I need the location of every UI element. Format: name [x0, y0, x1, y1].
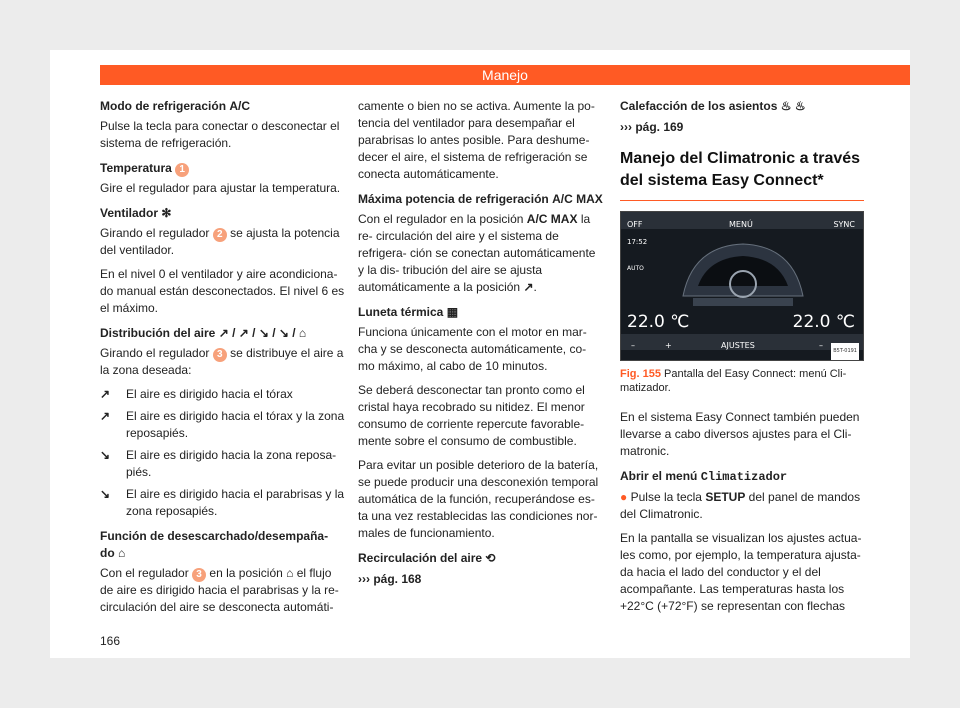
heading-cooling-mode: Modo de refrigeración A/C	[100, 99, 251, 113]
ac-max-icon: A/C MAX	[552, 192, 603, 206]
bullet-item: ● Pulse la tecla SETUP del panel de mandos del Climatronic.	[620, 490, 861, 521]
auto-label: AUTO	[627, 265, 644, 272]
rear-window-heating-icon: ▦	[446, 305, 459, 319]
heading-air-distribution: Distribución del aire ↗ / ↗ / ↘ / ↘ / ⌂	[100, 326, 307, 340]
paragraph: Con el regulador 3 en la posición ⌂ el flujo de aire es dirigido hacia el parabrisas y la re- circulación del aire se desconecta automáti-	[100, 566, 339, 614]
paragraph: Girando el regulador 3 se distribuye el aire a la zona deseada:	[100, 346, 344, 377]
heading-seat-heating: Calefacción de los asientos ♨ ♨	[620, 99, 806, 113]
figure-code: B5T-0191	[831, 343, 859, 360]
ac-max-icon: A/C MAX	[526, 212, 578, 226]
setup-key: SETUP	[705, 490, 746, 504]
paragraph: Gire el regulador para ajustar la temperatura.	[100, 181, 341, 195]
paragraph: En el nivel 0 el ventilador y aire acondiciona- do manual están desconectados. El nivel 6 es el máximo.	[100, 267, 345, 315]
clock: 17:52	[627, 238, 648, 246]
paragraph: Se deberá desconectar tan pronto como el cristal haya recobrado su nitidez. El menor consumo de corriente repercute favorable- mente sobre el consumo de combustible.	[358, 383, 585, 448]
page-number: 166	[100, 634, 121, 648]
air-distribution-icons: ↗ / ↗ / ↘ / ↘ / ⌂	[218, 326, 307, 340]
air-windshield-feet-icon: ↘	[100, 487, 111, 501]
paragraph: camente o bien no se activa. Aumente la po- tencia del ventilador para desempañar el parabrisas lo antes posible. Para deshume- decer el aire, el sistema de refrigeración se conecta automáticamente.	[358, 99, 595, 181]
list-item: ↗ El aire es dirigido hacia el tórax	[100, 387, 293, 401]
heading-fan: Ventilador ✻	[100, 206, 172, 220]
easy-connect-screen	[620, 211, 864, 361]
air-chest-feet-icon: ↗	[100, 409, 111, 423]
recirculation-icon: ⟲	[485, 551, 496, 565]
menu-button[interactable]: MENÚ	[729, 220, 753, 229]
temperature-left: 22.0 ℃	[627, 312, 690, 332]
screen-bottom-bar	[621, 334, 863, 350]
seat-heating-icon: ♨ ♨	[780, 99, 806, 113]
settings-button[interactable]: AJUSTES	[721, 341, 755, 350]
callout-3: 3	[192, 568, 206, 582]
defrost-icon: ⌂	[118, 546, 126, 560]
bullet-icon: ●	[620, 490, 628, 504]
paragraph: Funciona únicamente con el motor en mar- cha y se desconecta automáticamente, co- mo máximo, al cabo de 10 minutos.	[358, 325, 587, 373]
heading-max-cooling: Máxima potencia de refrigeración A/C MAX	[358, 192, 603, 206]
figure-caption: Fig. 155 Pantalla del Easy Connect: menú Cli- matizador.	[620, 368, 847, 394]
paragraph: En la pantalla se visualizan los ajustes actua- les como, por ejemplo, la temperatura ajusta- da hacia el lado del conductor y el del acompañante. Las temperaturas hasta los +22°C (+72°F) se representan con flechas	[620, 531, 862, 613]
paragraph: Con el regulador en la posición A/C MAX la re- circulación del aire y el sistema de refrigera- ción se conectan automáticamente y la dis- tribución del aire se ajusta automáticamente a la posición ↗.	[358, 212, 596, 294]
list-item: ↗ El aire es dirigido hacia el tórax y la zona reposapiés.	[100, 409, 345, 440]
page-reference[interactable]: ››› pág. 168	[358, 572, 422, 586]
minus-right-button[interactable]: –	[819, 341, 823, 350]
ac-icon: A/C	[229, 99, 251, 113]
heading-defrost: Función de desescarchado/desempaña- do ⌂	[100, 529, 329, 560]
list-item: ↘ El aire es dirigido hacia la zona reposa- piés.	[100, 448, 337, 479]
heading-rear-window: Luneta térmica ▦	[358, 305, 459, 319]
callout-2: 2	[213, 228, 227, 242]
paragraph: Girando el regulador 2 se ajusta la potencia del ventilador.	[100, 226, 340, 257]
page	[50, 50, 910, 658]
heading-temperature: Temperatura 1	[100, 160, 345, 177]
off-button[interactable]: OFF	[627, 220, 643, 229]
page-reference[interactable]: ››› pág. 169	[620, 120, 684, 134]
page-header: Manejo	[100, 65, 910, 85]
defrost-icon: ⌂	[286, 566, 294, 580]
distribution-list	[100, 386, 345, 520]
fan-icon: ✻	[161, 206, 172, 220]
minus-left-button[interactable]: –	[631, 341, 635, 350]
list-item: ↘ El aire es dirigido hacia el parabrisas y la zona reposapiés.	[100, 487, 345, 518]
column-middle	[358, 98, 603, 588]
callout-3: 3	[213, 348, 227, 362]
air-chest-icon: ↗	[100, 387, 111, 401]
air-feet-icon: ↘	[100, 448, 111, 462]
plus-left-button[interactable]: +	[665, 341, 672, 350]
section-title: Manejo del Climatronic a través del sistema Easy Connect*	[620, 148, 864, 201]
air-chest-icon: ↗	[523, 280, 534, 294]
screen-top-bar	[621, 212, 863, 229]
sync-button[interactable]: SYNC	[833, 220, 855, 229]
heading-recirculation: Recirculación del aire ⟲	[358, 551, 496, 565]
callout-1: 1	[175, 163, 189, 177]
paragraph: Para evitar un posible deterioro de la batería, se puede producir una desconexión temporal automática de la función, recuperándose es- ta una vez restablecidas las condiciones nor- males de funcionamiento.	[358, 458, 599, 540]
paragraph: Pulse la tecla para conectar o desconectar el sistema de refrigeración.	[100, 119, 340, 150]
heading-open-menu: Abrir el menú Climatizador	[620, 469, 788, 484]
car-interior-icon	[673, 236, 813, 314]
temperature-right: 22.0 ℃	[792, 312, 855, 332]
column-left	[100, 98, 345, 623]
paragraph: En el sistema Easy Connect también pueden llevarse a cabo diversos ajustes para el Cli- matronic.	[620, 410, 860, 458]
column-right	[620, 98, 864, 622]
